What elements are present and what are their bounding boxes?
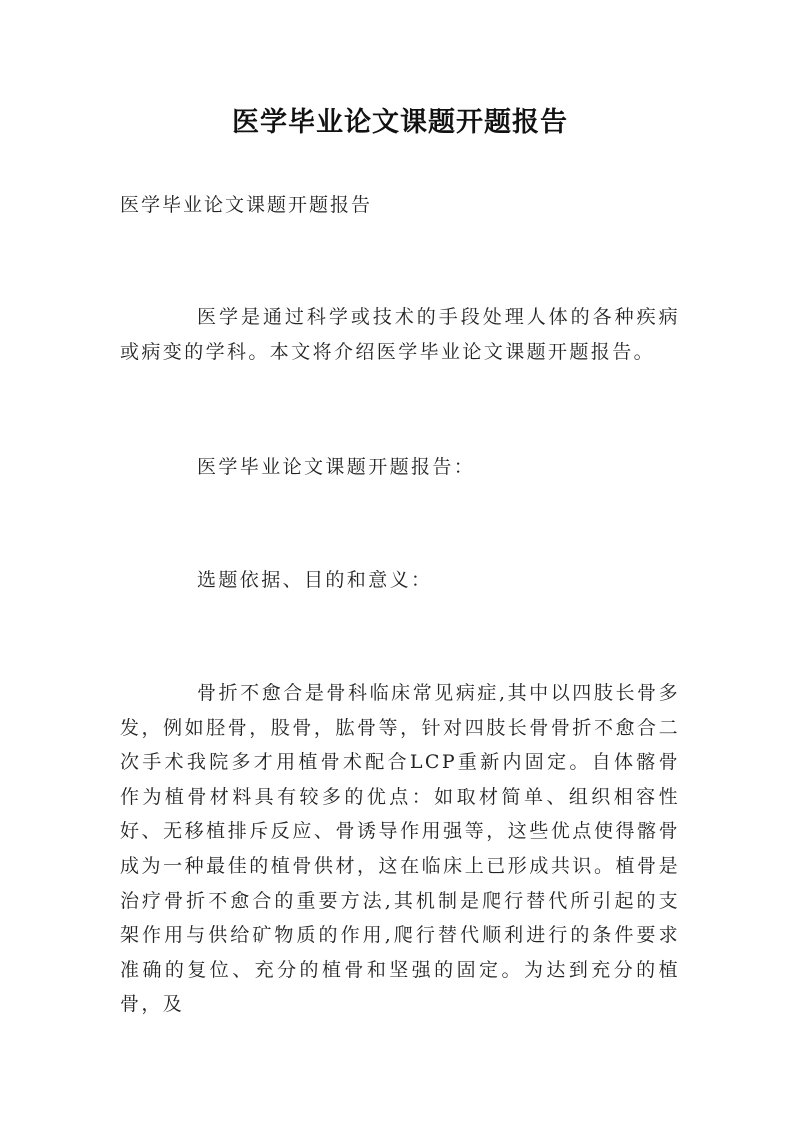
document-subtitle: 医学毕业论文课题开题报告 <box>120 194 373 216</box>
intro-paragraph: 医学是通过科学或技术的手段处理人体的各种疾病或病变的学科。本文将介绍医学毕业论文课题开题报告。 <box>120 306 680 363</box>
body-paragraph: 骨折不愈合是骨科临床常见病症,其中以四肢长骨多发，例如胫骨，股骨，肱骨等，针对四肢长骨骨折不愈合二次手术我院多才用植骨术配合LCP重新内固定。自体髂骨作为植骨材料具有较多的优点：如取材简单、组织相容性好、无移植排斥反应、骨诱导作用强等，这些优点使得髂骨成为一种最佳的植骨供材，这在临床上已形成共识。植骨是治疗骨折不愈合的重要方法,其机制是爬行替代所引起的支架作用与供给矿物质的作用,爬行替代顺利进行的条件要求准确的复位、充分的植骨和坚强的固定。为达到充分的植骨，及 <box>120 682 680 1016</box>
report-heading-paragraph: 医学毕业论文课题开题报告： <box>197 456 476 478</box>
topic-basis-heading: 选题依据、目的和意义： <box>197 569 433 591</box>
document-title: 医学毕业论文课题开题报告 <box>232 107 568 138</box>
